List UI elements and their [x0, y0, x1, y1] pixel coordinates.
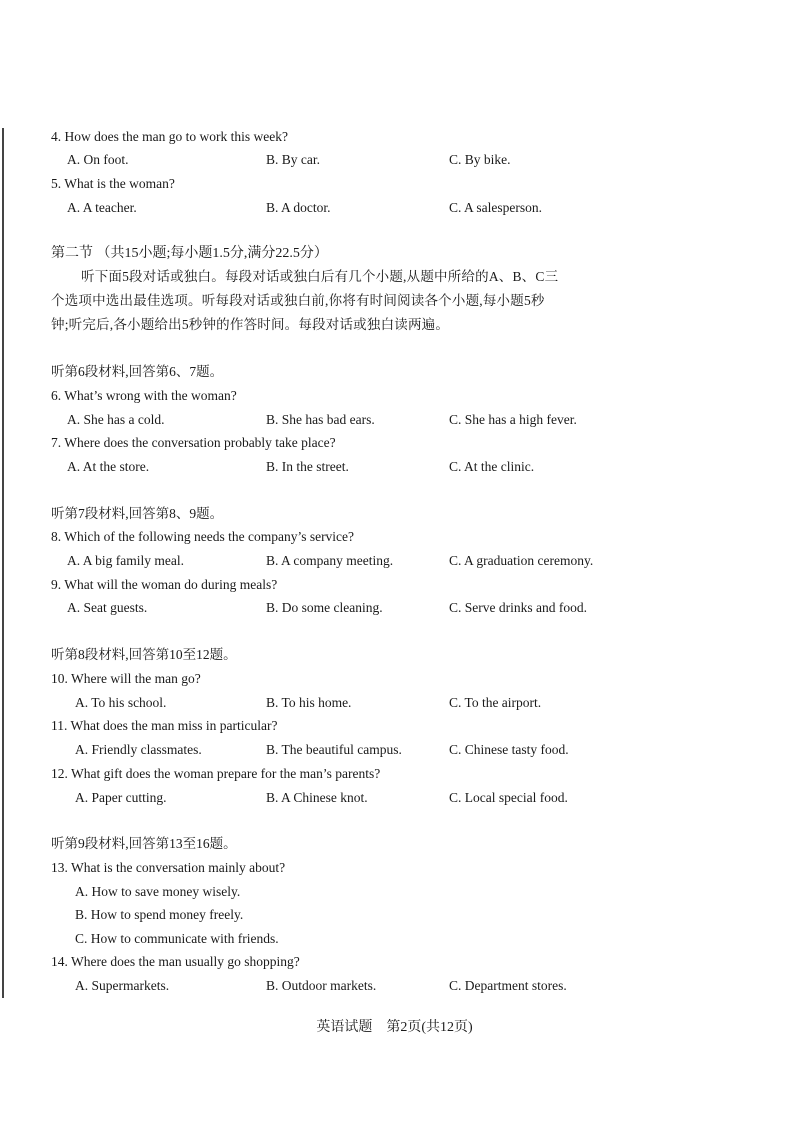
question-9-option-b: B. Do some cleaning.	[266, 600, 383, 615]
material-7-heading: 听第7段材料,回答第8、9题。	[51, 506, 224, 521]
question-5-option-c: C. A salesperson.	[449, 200, 542, 215]
question-12-option-b: B. A Chinese knot.	[266, 790, 368, 805]
question-13-stem: 13. What is the conversation mainly about?	[51, 860, 286, 875]
question-13-option-b: B. How to spend money freely.	[75, 907, 244, 922]
question-7-option-a: A. At the store.	[67, 459, 150, 474]
question-8-option-a: A. A big family meal.	[67, 553, 184, 568]
margin-rule	[2, 128, 4, 998]
question-13-option-a: A. How to save money wisely.	[75, 884, 241, 899]
page-footer: 英语试题 第2页(共12页)	[316, 1020, 473, 1035]
material-6-heading: 听第6段材料,回答第6、7题。	[51, 364, 224, 379]
question-10-option-a: A. To his school.	[75, 695, 167, 710]
instructions-line-3: 钟;听完后,各小题给出5秒钟的作答时间。每段对话或独白读两遍。	[51, 317, 450, 332]
question-14-stem: 14. Where does the man usually go shopping?	[51, 954, 300, 969]
question-10-stem: 10. Where will the man go?	[51, 671, 201, 686]
instructions-line-1: 听下面5段对话或独白。每段对话或独白后有几个小题,从题中所给的A、B、C三	[81, 269, 559, 284]
question-5-option-a: A. A teacher.	[67, 200, 137, 215]
question-12-option-c: C. Local special food.	[449, 790, 568, 805]
question-11-option-b: B. The beautiful campus.	[266, 742, 402, 757]
question-10-option-c: C. To the airport.	[449, 695, 542, 710]
question-7-option-c: C. At the clinic.	[449, 459, 535, 474]
question-13-option-c: C. How to communicate with friends.	[75, 931, 279, 946]
question-6-option-b: B. She has bad ears.	[266, 412, 375, 427]
material-9-heading: 听第9段材料,回答第13至16题。	[51, 836, 237, 851]
material-8-heading: 听第8段材料,回答第10至12题。	[51, 647, 237, 662]
question-9-option-c: C. Serve drinks and food.	[449, 600, 587, 615]
question-5-option-b: B. A doctor.	[266, 200, 331, 215]
question-6-stem: 6. What’s wrong with the woman?	[51, 388, 237, 403]
question-12-stem: 12. What gift does the woman prepare for the man’s parents?	[51, 766, 381, 781]
question-6-option-c: C. She has a high fever.	[449, 412, 577, 427]
question-11-stem: 11. What does the man miss in particular?	[51, 718, 278, 733]
question-4-option-c: C. By bike.	[449, 152, 511, 167]
question-14-option-c: C. Department stores.	[449, 978, 567, 993]
question-14-option-a: A. Supermarkets.	[75, 978, 170, 993]
question-11-option-a: A. Friendly classmates.	[75, 742, 202, 757]
question-4-option-b: B. By car.	[266, 152, 320, 167]
question-9-option-a: A. Seat guests.	[67, 600, 148, 615]
question-7-stem: 7. Where does the conversation probably take place?	[51, 435, 336, 450]
question-6-option-a: A. She has a cold.	[67, 412, 165, 427]
question-14-option-b: B. Outdoor markets.	[266, 978, 377, 993]
question-12-option-a: A. Paper cutting.	[75, 790, 167, 805]
question-4-option-a: A. On foot.	[67, 152, 129, 167]
question-9-stem: 9. What will the woman do during meals?	[51, 577, 278, 592]
question-8-option-c: C. A graduation ceremony.	[449, 553, 594, 568]
question-8-stem: 8. Which of the following needs the company’s service?	[51, 529, 355, 544]
section-instructions	[51, 265, 631, 337]
question-5-stem: 5. What is the woman?	[51, 176, 175, 191]
question-4-stem: 4. How does the man go to work this week?	[51, 129, 288, 144]
question-11-option-c: C. Chinese tasty food.	[449, 742, 569, 757]
question-10-option-b: B. To his home.	[266, 695, 352, 710]
section-heading: 第二节 （共15小题;每小题1.5分,满分22.5分）	[51, 246, 328, 261]
question-8-option-b: B. A company meeting.	[266, 553, 394, 568]
question-7-option-b: B. In the street.	[266, 459, 349, 474]
instructions-line-2: 个选项中选出最佳选项。听每段对话或独白前,你将有时间阅读各个小题,每小题5秒	[51, 293, 545, 308]
